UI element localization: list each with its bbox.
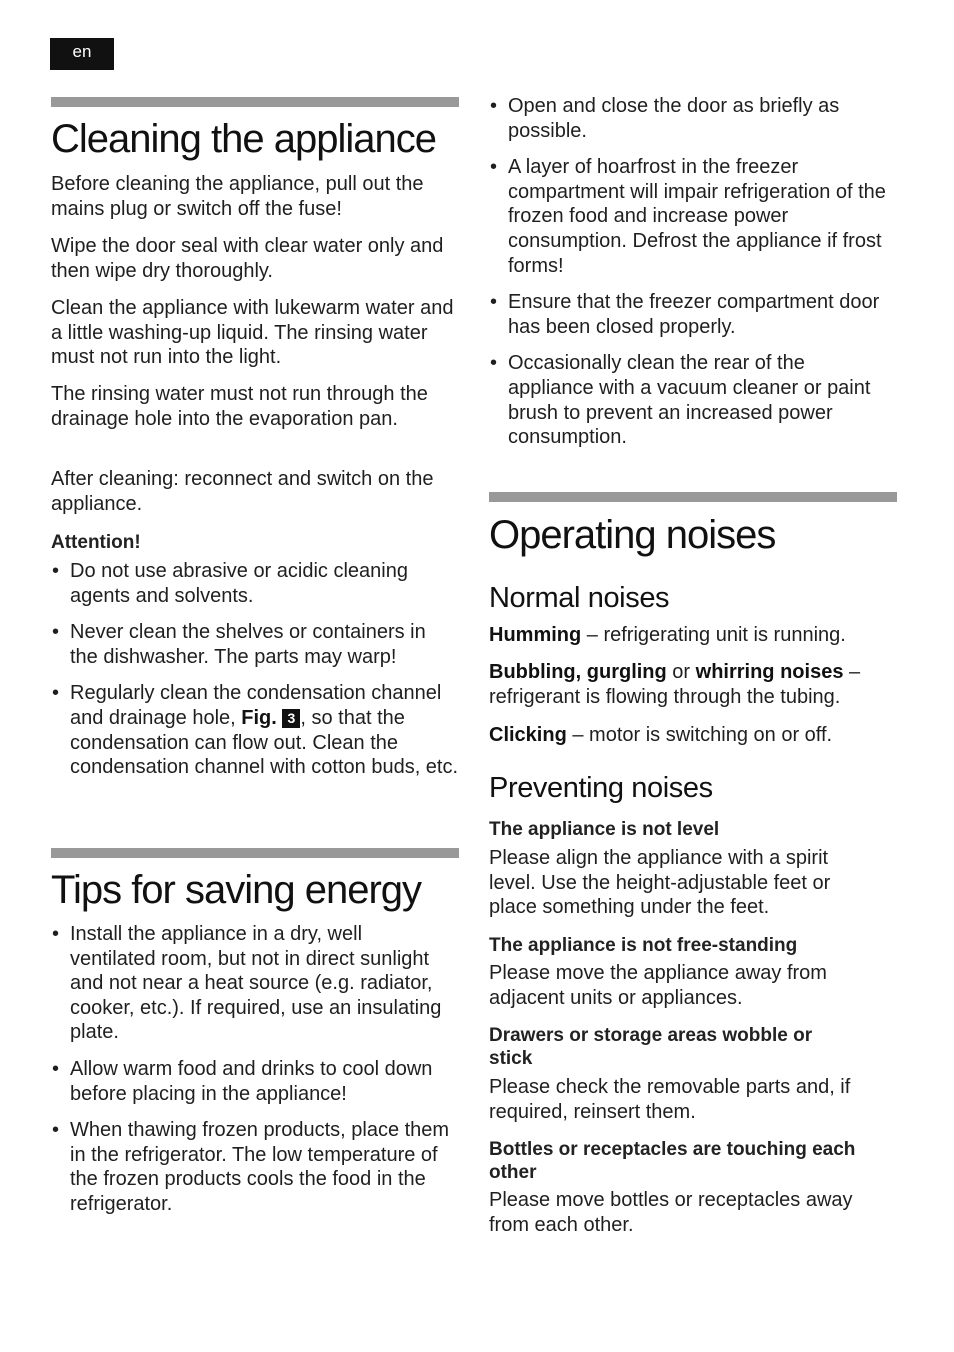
cleaning-paragraph: Before cleaning the appliance, pull out the mains plug or switch off the fuse!	[51, 173, 424, 220]
attention-label: Attention!	[51, 532, 141, 553]
issue-heading: Bottles or receptacles are touching each other	[489, 1139, 856, 1183]
issue-text: Please check the removable parts and, if required, reinsert them.	[489, 1076, 851, 1123]
issue-heading: The appliance is not free-standing	[489, 935, 798, 956]
energy-bullet-list-continued	[489, 94, 889, 450]
cleaning-title: Cleaning the appliance	[51, 117, 436, 161]
list-item: • Ensure that the freezer compartment door has been closed properly.	[489, 290, 893, 339]
section-divider	[51, 848, 459, 858]
issue-heading: The appliance is not level	[489, 819, 720, 840]
issue-text: Please move the appliance away from adjacent units or appliances.	[489, 962, 827, 1009]
cleaning-paragraph: The rinsing water must not run through the drainage hole into the evaporation pan.	[51, 383, 428, 430]
energy-bullet-list	[51, 922, 451, 1217]
list-item: • Install the appliance in a dry, well ventilated room, but not in direct sunlight and not near a heat source (e.g. radiator, cooker, etc.). If required, use an insulating plate.	[51, 922, 451, 1045]
figure-reference: Fig.	[241, 706, 277, 729]
issue-heading: Drawers or storage areas wobble or stick	[489, 1025, 813, 1069]
normal-noises-heading: Normal noises	[489, 582, 670, 614]
cleaning-paragraph: Clean the appliance with lukewarm water and a little washing-up liquid. The rinsing water must not run into the light.	[51, 297, 454, 369]
list-item: • Open and close the door as briefly as possible.	[489, 94, 853, 143]
list-item: • When thawing frozen products, place them in the refrigerator. The low temperature of the frozen products cools the food in the refrigerator.	[51, 1118, 451, 1216]
list-item: • Never clean the shelves or containers in the dishwasher. The parts may warp!	[51, 620, 459, 669]
cleaning-bullet-list	[51, 559, 459, 780]
noise-explanation: – refrigerant is flowing through the tubing.	[489, 661, 861, 708]
list-item: • Allow warm food and drinks to cool down before placing in the appliance!	[51, 1057, 451, 1106]
conjunction: or	[666, 661, 696, 683]
cleaning-paragraph: After cleaning: reconnect and switch on the appliance.	[51, 468, 434, 515]
cleaning-paragraph: Wipe the door seal with clear water only and then wipe dry thoroughly.	[51, 235, 444, 282]
list-item	[51, 681, 459, 779]
noises-title: Operating noises	[489, 513, 776, 557]
language-tag: en	[50, 38, 114, 70]
bubbling-description	[489, 660, 901, 709]
noise-term: Clicking	[489, 724, 567, 746]
noise-explanation: – refrigerating unit is running.	[581, 624, 846, 646]
issue-text: Please align the appliance with a spirit level. Use the height-adjustable feet or place something under the feet.	[489, 847, 831, 919]
list-item: • A layer of hoarfrost in the freezer compartment will impair refrigeration of the frozen food and increase power consumption. Defrost the appliance if frost forms!	[489, 155, 889, 278]
energy-title: Tips for saving energy	[51, 868, 422, 912]
humming-description	[489, 623, 899, 648]
noise-term: Bubbling, gurgling	[489, 661, 667, 683]
preventing-noises-heading: Preventing noises	[489, 772, 713, 804]
noise-term: Humming	[489, 624, 582, 646]
list-item: • Do not use abrasive or acidic cleaning agents and solvents.	[51, 559, 459, 608]
figure-number-badge: 3	[282, 709, 300, 728]
list-item-text: Regularly clean the condensation channel and drainage hole,	[70, 682, 442, 729]
section-divider	[489, 492, 897, 502]
issue-text: Please move bottles or receptacles away from each other.	[489, 1189, 853, 1236]
list-item: • Occasionally clean the rear of the appliance with a vacuum cleaner or paint brush to prevent an increased power consumption.	[489, 351, 878, 449]
clicking-description	[489, 723, 899, 748]
noise-term: whirring noises	[695, 661, 844, 683]
list-item-text: , so that the condensation can flow out. Clean the condensation channel with cotton buds, etc.	[70, 706, 459, 779]
section-divider	[51, 97, 459, 107]
noise-explanation: – motor is switching on or off.	[566, 724, 833, 746]
